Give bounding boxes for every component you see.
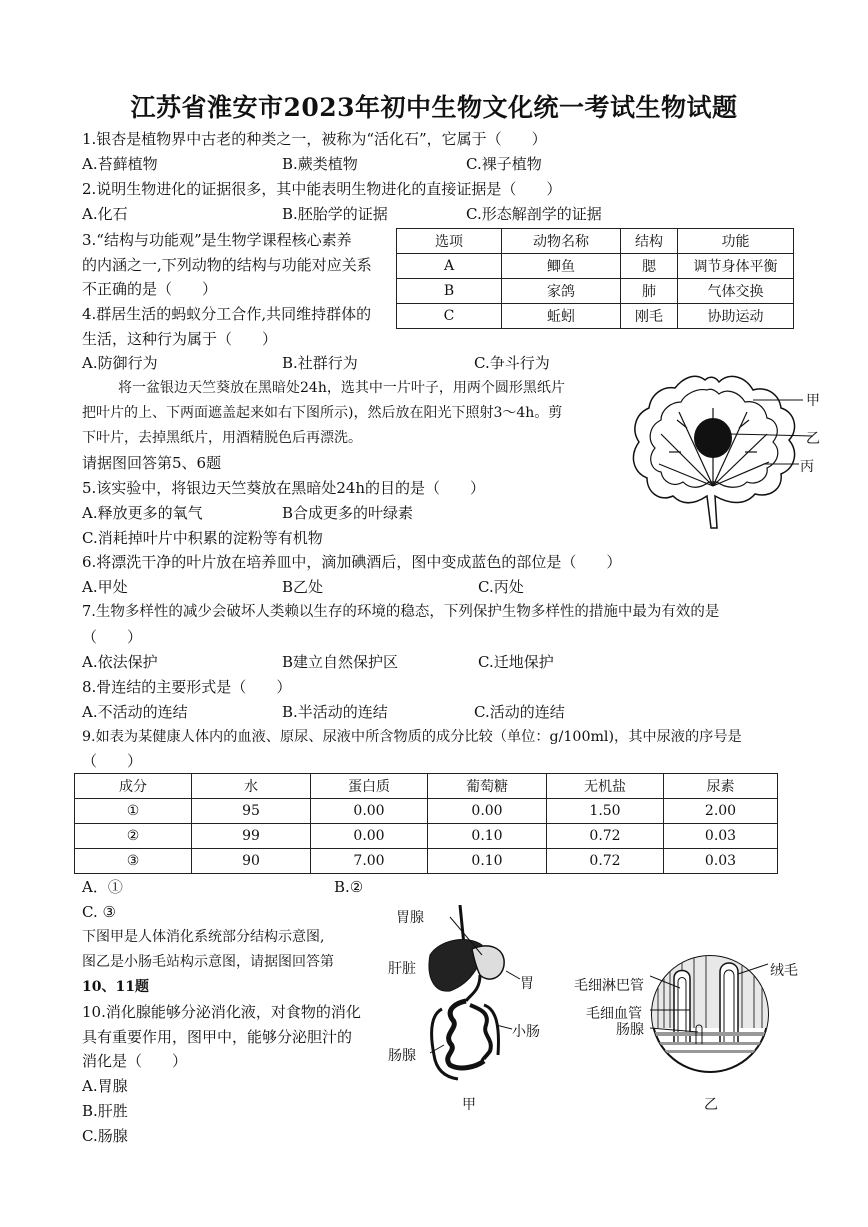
table-cell: 家鸽 bbox=[502, 279, 621, 304]
table-cell: ② bbox=[75, 824, 192, 849]
question-7-paren: （ ） bbox=[82, 628, 143, 646]
table-cell: C bbox=[397, 304, 502, 329]
digest-label-xiaochang: 小肠 bbox=[512, 1024, 540, 1040]
q1-option-c: C.裸子植物 bbox=[466, 155, 542, 173]
question-3-line-3: 不正确的是（ ） bbox=[82, 280, 218, 298]
q6-option-c: C.丙处 bbox=[478, 578, 524, 596]
table-cell: 90 bbox=[192, 849, 311, 874]
table-cell: 0.03 bbox=[664, 849, 778, 874]
table-header-cell: 结构 bbox=[621, 229, 678, 254]
leaf-label-bing: 丙 bbox=[800, 459, 814, 475]
q1-option-b: B.蕨类植物 bbox=[282, 155, 358, 173]
page-title: 江苏省淮安市2023年初中生物文化统一考试生物试题 bbox=[130, 93, 738, 122]
table-row bbox=[75, 799, 778, 824]
q8-option-c: C.活动的连结 bbox=[474, 703, 565, 721]
q4-option-a: A.防御行为 bbox=[82, 354, 158, 372]
q8-option-a: A.不活动的连结 bbox=[82, 703, 188, 721]
passage-line-4: 请据图回答第5、6题 bbox=[82, 454, 222, 472]
table-header-cell: 尿素 bbox=[664, 774, 778, 799]
table-cell: 调节身体平衡 bbox=[678, 254, 794, 279]
question-9-stem: 9.如表为某健康人体内的血液、原尿、尿液中所含物质的成分比较（单位：g/100ml)，其中尿液的序号是 bbox=[82, 729, 742, 745]
table-urine-components bbox=[74, 773, 778, 874]
digest-label-changxian: 肠腺 bbox=[388, 1048, 416, 1064]
question-6-stem: 6.将漂洗干净的叶片放在培养皿中，滴加碘酒后，图中变成蓝色的部位是（ ） bbox=[82, 553, 622, 571]
q6-option-b: B乙处 bbox=[282, 578, 324, 596]
table-row bbox=[75, 849, 778, 874]
table-row bbox=[397, 254, 794, 279]
table-cell: 95 bbox=[192, 799, 311, 824]
q9-option-c: C. ③ bbox=[82, 903, 116, 921]
leaf-label-jia: 甲 bbox=[806, 393, 820, 409]
question-3-line-1: 3.“结构与功能观”是生物学课程核心素养 bbox=[82, 231, 352, 249]
table-cell: 肺 bbox=[621, 279, 678, 304]
table-cell: 99 bbox=[192, 824, 311, 849]
table-header-cell: 蛋白质 bbox=[311, 774, 428, 799]
question-3-line-2: 的内涵之一,下列动物的结构与功能对应关系 bbox=[82, 256, 372, 274]
q10-option-a: A.胃腺 bbox=[82, 1077, 128, 1095]
table-header-row bbox=[397, 229, 794, 254]
question-8-stem: 8.骨连结的主要形式是（ ） bbox=[82, 678, 292, 696]
leaf-label-yi: 乙 bbox=[806, 431, 820, 447]
q2-option-a: A.化石 bbox=[82, 205, 128, 223]
digestive-system-diagram bbox=[420, 905, 540, 1085]
table-cell: ③ bbox=[75, 849, 192, 874]
villus-label-xueguan: 毛细血管 bbox=[586, 1006, 642, 1022]
table-cell: 0.03 bbox=[664, 824, 778, 849]
table-cell: 腮 bbox=[621, 254, 678, 279]
question-10-line-2: 具有重要作用，图甲中，能够分泌胆汁的 bbox=[82, 1028, 353, 1046]
question-5-stem: 5.该实验中，将银边天竺葵放在黑暗处24h的目的是（ ） bbox=[82, 479, 486, 497]
table-header-cell: 无机盐 bbox=[547, 774, 664, 799]
table-cell: A bbox=[397, 254, 502, 279]
table-cell: B bbox=[397, 279, 502, 304]
table-cell: 0.00 bbox=[428, 799, 547, 824]
table-cell: 蚯蚓 bbox=[502, 304, 621, 329]
q9-option-a: A．① bbox=[82, 878, 123, 896]
q7-option-a: A.依法保护 bbox=[82, 653, 158, 671]
question-4-line-1: 4.群居生活的蚂蚁分工合作,共同维持群体的 bbox=[82, 305, 372, 323]
q4-option-c: C.争斗行为 bbox=[474, 354, 550, 372]
question-10-line-3: 消化是（ ） bbox=[82, 1052, 188, 1070]
question-2-stem: 2.说明生物进化的证据很多，其中能表明生物进化的直接证据是（ ） bbox=[82, 180, 562, 198]
table-cell: 0.72 bbox=[547, 849, 664, 874]
passage-line-3: 下叶片，去掉黑纸片，用酒精脱色后再漂洗。 bbox=[82, 430, 362, 446]
table-cell: 刚毛 bbox=[621, 304, 678, 329]
passage-line-1: 将一盆银边天竺葵放在黑暗处24h，选其中一片叶子，用两个圆形黑纸片 bbox=[118, 380, 565, 396]
table-header-cell: 葡萄糖 bbox=[428, 774, 547, 799]
q5-option-b: B合成更多的叶绿素 bbox=[282, 504, 414, 522]
villus-figure-label-yi: 乙 bbox=[704, 1097, 718, 1113]
q8-option-b: B.半活动的连结 bbox=[282, 703, 388, 721]
digest-label-weixian: 胃腺 bbox=[396, 910, 424, 926]
table-header-cell: 选项 bbox=[397, 229, 502, 254]
villus-diagram bbox=[650, 948, 770, 1084]
table-header-cell: 动物名称 bbox=[502, 229, 621, 254]
table-cell: 0.72 bbox=[547, 824, 664, 849]
intro-10-line-2: 图乙是小肠毛站构示意图，请据图回答第 bbox=[82, 954, 334, 970]
passage-line-2: 把叶片的上、下两面遮盖起来如右下图所示)，然后放在阳光下照射3～4h。剪 bbox=[82, 405, 563, 421]
table-header-cell: 水 bbox=[192, 774, 311, 799]
q7-option-b: B建立自然保护区 bbox=[282, 653, 399, 671]
q10-option-b: B.肝胜 bbox=[82, 1102, 128, 1120]
table-cell: 0.00 bbox=[311, 824, 428, 849]
table-cell: 协助运动 bbox=[678, 304, 794, 329]
table-cell: 0.10 bbox=[428, 849, 547, 874]
q5-option-c: C.消耗掉叶片中积累的淀粉等有机物 bbox=[82, 529, 323, 547]
table-structure-function bbox=[396, 228, 794, 329]
villus-label-changxian: 肠腺 bbox=[616, 1022, 644, 1038]
question-1-stem: 1.银杏是植物界中古老的种类之一，被称为“活化石”，它属于（ ） bbox=[82, 130, 547, 148]
question-10-line-1: 10.消化腺能够分泌消化液，对食物的消化 bbox=[82, 1003, 361, 1021]
table-row bbox=[75, 824, 778, 849]
question-9-paren: （ ） bbox=[82, 752, 143, 770]
digest-label-ganzang: 肝脏 bbox=[388, 961, 416, 977]
table-header-cell: 功能 bbox=[678, 229, 794, 254]
table-cell: 2.00 bbox=[664, 799, 778, 824]
table-cell: 1.50 bbox=[547, 799, 664, 824]
q6-option-a: A.甲处 bbox=[82, 578, 128, 596]
digest-label-wei: 胃 bbox=[520, 976, 534, 992]
q7-option-c: C.迁地保护 bbox=[478, 653, 554, 671]
villus-label-linba: 毛细淋巴管 bbox=[574, 978, 644, 994]
table-cell: 0.10 bbox=[428, 824, 547, 849]
villus-label-rongmao: 绒毛 bbox=[770, 963, 798, 979]
intro-10-line-1: 下图甲是人体消化系统部分结构示意图, bbox=[82, 929, 325, 945]
table-cell: 7.00 bbox=[311, 849, 428, 874]
table-cell: 气体交换 bbox=[678, 279, 794, 304]
q1-option-a: A.苔藓植物 bbox=[82, 155, 158, 173]
q5-option-a: A.释放更多的氧气 bbox=[82, 504, 203, 522]
q4-option-b: B.社群行为 bbox=[282, 354, 358, 372]
table-header-cell: 成分 bbox=[75, 774, 192, 799]
table-cell: 鲫鱼 bbox=[502, 254, 621, 279]
table-header-row bbox=[75, 774, 778, 799]
q9-option-b: B.② bbox=[334, 878, 364, 896]
q2-option-c: C.形态解剖学的证据 bbox=[466, 205, 602, 223]
table-cell: ① bbox=[75, 799, 192, 824]
table-row bbox=[397, 279, 794, 304]
digest-figure-label-jia: 甲 bbox=[462, 1097, 476, 1113]
q2-option-b: B.胚胎学的证据 bbox=[282, 205, 388, 223]
intro-10-line-3: 10、11题 bbox=[82, 979, 149, 995]
q10-option-c: C.肠腺 bbox=[82, 1127, 128, 1145]
table-row bbox=[397, 304, 794, 329]
question-7-stem: 7.生物多样性的减少会破坏人类赖以生存的环境的稳态，下列保护生物多样性的措施中最为有效的是 bbox=[82, 604, 720, 620]
question-4-line-2: 生活，这种行为属于（ ） bbox=[82, 330, 278, 348]
table-cell: 0.00 bbox=[311, 799, 428, 824]
